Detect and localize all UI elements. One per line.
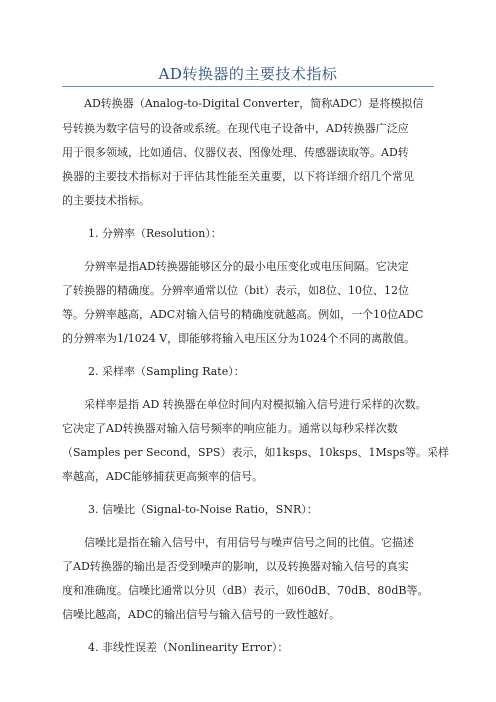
- intro-line-3: 用于很多领域，比如通信、仪器仪表、图像处理、传感器读取等。AD转: [62, 146, 409, 159]
- intro-line-1: AD转换器（Analog-to-Digital Converter，简称ADC）是将模拟信: [84, 97, 424, 110]
- section-3-line-4: 信噪比越高，ADC的输出信号与输入信号的一致性越好。: [62, 608, 341, 621]
- section-2-line-3: （Samples per Second，SPS）表示，如1ksps、10ksps、1Msps等。采样: [62, 446, 450, 459]
- section-3-line-2: 了AD转换器的输出是否受到噪声的影响，以及转换器对输入信号的真实: [62, 560, 409, 573]
- section-2-line-1: 采样率是指 AD 转换器在单位时间内对模拟输入信号进行采样的次数。: [84, 398, 427, 411]
- intro-line-5: 的主要技术指标。: [62, 194, 150, 207]
- section-3-line-3: 度和准确度。信噪比通常以分贝（dB）表示，如60dB、70dB、80dB等。: [62, 584, 429, 597]
- section-2-line-2: 它决定了AD转换器对输入信号频率的响应能力。通常以每秒采样次数: [62, 422, 398, 435]
- section-heading-sampling-rate: 2. 采样率（Sampling Rate）：: [88, 365, 245, 378]
- section-2-line-4: 率越高，ADC能够捕获更高频率的信号。: [62, 470, 264, 483]
- title-underline: [62, 86, 434, 87]
- section-3-line-1: 信噪比是指在输入信号中，有用信号与噪声信号之间的比值。它描述: [84, 536, 414, 549]
- section-heading-nonlinearity: 4. 非线性误差（Nonlinearity Error）：: [88, 641, 289, 654]
- section-heading-snr: 3. 信噪比（Signal-to-Noise Ratio，SNR）：: [88, 503, 318, 516]
- intro-line-2: 号转换为数字信号的设备或系统。在现代电子设备中，AD转换器广泛应: [62, 122, 409, 135]
- section-heading-resolution: 1. 分辨率（Resolution）：: [88, 227, 222, 240]
- section-1-line-2: 了转换器的精确度。分辨率通常以位（bit）表示，如8位、10位、12位: [62, 284, 409, 297]
- section-1-line-4: 的分辨率为1/1024 V，即能够将输入电压区分为1024个不同的离散值。: [62, 332, 416, 345]
- page-title: AD转换器的主要技术指标: [158, 65, 338, 83]
- section-1-line-3: 等。分辨率越高，ADC对输入信号的精确度就越高。例如，一个10位ADC: [62, 308, 424, 321]
- section-1-line-1: 分辨率是指AD转换器能够区分的最小电压变化或电压间隔。它决定: [84, 260, 409, 273]
- intro-line-4: 换器的主要技术指标对于评估其性能至关重要，以下将详细介绍几个常见: [62, 170, 414, 183]
